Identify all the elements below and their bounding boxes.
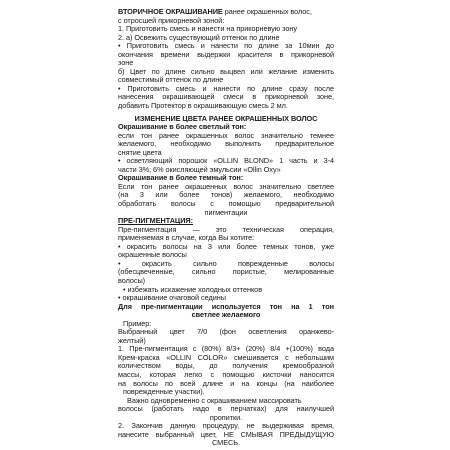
text-line bbox=[118, 42, 334, 51]
text-run: 1. Пре-пигментация с (80%) 8/3+ (20%) 8/4 +(100%) вода bbox=[118, 345, 334, 354]
text-run: • окрасить сильно поврежденные волосы bbox=[118, 259, 334, 268]
text-run: (на 3 или более тонов) желаемого, необходимо bbox=[118, 191, 334, 200]
text-line bbox=[118, 388, 334, 397]
text-line bbox=[118, 286, 334, 295]
text-run: • Приготовить смесь и нанести по длине сразу после bbox=[118, 84, 334, 93]
text-run: • окрашивание очаговой седины bbox=[118, 294, 226, 303]
text-line bbox=[118, 362, 334, 371]
text-run: • окрасить волосы на 3 или более темных тонов, уже bbox=[118, 242, 334, 251]
text-run: Крем-краска «OLLIN COLOR» смешивается с небольшим bbox=[118, 353, 334, 362]
text-line bbox=[118, 149, 334, 158]
text-line bbox=[118, 166, 334, 175]
text-run: 1. Приготовить смесь и нанести на прикорневую зону bbox=[118, 25, 297, 34]
text-run: Важно одновременно с окрашиванием массировать bbox=[127, 396, 302, 405]
text-line bbox=[118, 397, 334, 406]
text-line bbox=[118, 234, 334, 243]
text-run: Выбранный цвет 7/0 (фон осветления оранжево- bbox=[118, 328, 334, 337]
bold-text: Окрашивание в более светлый тон: bbox=[118, 123, 247, 132]
text-run: 2. Закончив данную процедуру, не выдерживая время, bbox=[118, 422, 334, 431]
text-line bbox=[118, 371, 334, 380]
text-line bbox=[118, 59, 334, 68]
text-line bbox=[118, 140, 334, 149]
text-run: б) Цвет по длине сильно выцвел или желание изменить bbox=[118, 67, 334, 76]
text-line bbox=[118, 405, 334, 414]
text-line bbox=[118, 277, 334, 286]
text-run: Пре-пигментация — это техническая операция, bbox=[118, 225, 334, 234]
text-run: • избежать искажение холодных оттенков bbox=[123, 285, 263, 294]
text-line bbox=[118, 25, 334, 34]
text-run: применяемая в случае, когда Вы хотите: bbox=[118, 234, 255, 243]
text-run: желтый) bbox=[118, 336, 146, 345]
text-line bbox=[118, 320, 334, 329]
text-run: нанесите выбранный цвет, НЕ СМЫВАЯ ПРЕДЫДУЩУЮ bbox=[118, 430, 334, 439]
text-line bbox=[118, 200, 334, 209]
text-line bbox=[118, 303, 334, 312]
text-line bbox=[118, 380, 334, 389]
text-line bbox=[118, 226, 334, 235]
text-run: обработать волосы с помощью предварительной bbox=[118, 200, 334, 209]
bold-text: светлее желаемого bbox=[191, 311, 261, 320]
text-line bbox=[118, 294, 334, 303]
text-run: • Приготовить смесь и нанести по длине за 10мин до bbox=[118, 42, 334, 51]
text-run: желаемого, необходимо выполнить предварительное bbox=[118, 140, 334, 149]
text-line bbox=[118, 102, 334, 111]
bold-text: ВТОРИЧНОЕ ОКРАШИВАНИЕ bbox=[118, 8, 223, 16]
text-line bbox=[118, 17, 334, 26]
text-run: волосы) bbox=[118, 276, 146, 285]
text-run: пропитки. bbox=[209, 413, 243, 422]
text-line bbox=[118, 268, 334, 277]
text-line bbox=[118, 414, 334, 423]
text-line bbox=[118, 132, 334, 141]
text-line bbox=[118, 76, 334, 85]
text-run: если тон ранее окрашенных волос значительно темнее bbox=[118, 131, 334, 140]
text-line bbox=[118, 191, 334, 200]
bold-text: Для пре-пигментации используется тон на 1 тон bbox=[118, 302, 334, 311]
text-run: (обесцвеченные, сильно пористые, мелированные bbox=[118, 268, 334, 277]
text-run: СМЕСЬ. bbox=[212, 439, 240, 448]
text-run: добавить Протектор в окрашивающую смесь 2 мл. bbox=[118, 102, 288, 111]
text-line bbox=[118, 422, 334, 431]
text-line bbox=[118, 243, 334, 252]
text-run: 2. а) Освежить существующий оттенок по длине bbox=[118, 33, 280, 42]
text-run: окончания времени выдержки красителя в прикорневой bbox=[118, 50, 334, 59]
text-line bbox=[118, 8, 334, 17]
text-line bbox=[118, 115, 334, 124]
text-line bbox=[118, 68, 334, 77]
text-run: зоне bbox=[118, 59, 134, 68]
text-run: • осветляющий порошок «OLLIN BLOND» 1 часть и 3-4 bbox=[118, 157, 334, 166]
text-run: совместимый оттенок по длине bbox=[118, 76, 224, 85]
bold-text: Окрашивание в более темный тон: bbox=[118, 174, 244, 183]
text-line bbox=[118, 337, 334, 346]
text-line bbox=[118, 354, 334, 363]
text-run: нанесения окрашивающей смеси в прикорневой зоне, bbox=[118, 93, 334, 102]
text-line bbox=[118, 209, 334, 218]
text-run: части 3%; 6% окисляющей эмульсии «Ollin Oxy» bbox=[118, 165, 281, 174]
text-line bbox=[118, 345, 334, 354]
text-run: ранее окрашенных волос, bbox=[222, 8, 312, 16]
text-line bbox=[118, 431, 334, 440]
text-line bbox=[118, 93, 334, 102]
text-run: с отросшей прикорневой зоной: bbox=[118, 16, 225, 25]
text-line bbox=[118, 439, 334, 448]
text-line bbox=[118, 34, 334, 43]
text-run: на волосы по всей длине и на концы (на наиболее bbox=[118, 379, 334, 388]
text-line bbox=[118, 174, 334, 183]
text-run: поврежденные участки). bbox=[123, 388, 205, 397]
text-line bbox=[118, 157, 334, 166]
text-run: пигментации bbox=[204, 208, 248, 217]
text-line bbox=[118, 51, 334, 60]
document-page bbox=[118, 8, 334, 448]
text-run: Если тон ранее окрашенных волос значительно светлее bbox=[118, 182, 334, 191]
text-run: массы, которая легко с помощью кисточки наносится bbox=[118, 370, 334, 379]
text-line bbox=[118, 123, 334, 132]
text-line bbox=[118, 183, 334, 192]
text-run: количеством воды, до получения кремообразной bbox=[118, 362, 334, 371]
text-run: окрашенные волосы bbox=[118, 251, 187, 260]
text-line bbox=[118, 328, 334, 337]
text-line bbox=[118, 311, 334, 320]
text-line bbox=[118, 85, 334, 94]
text-run: волосы (работать надо в перчатках) для наилучшей bbox=[118, 405, 334, 414]
text-line bbox=[118, 260, 334, 269]
text-line bbox=[118, 251, 334, 260]
text-line bbox=[118, 217, 334, 226]
bold-text: ИЗМЕНЕНИЕ ЦВЕТА РАНЕЕ ОКРАШЕННЫХ ВОЛОС bbox=[134, 114, 318, 123]
text-run: снятие цвета bbox=[118, 148, 162, 157]
bold-text: ПРЕ-ПИГМЕНТАЦИЯ: bbox=[118, 217, 193, 226]
text-run: Пример: bbox=[123, 319, 152, 328]
